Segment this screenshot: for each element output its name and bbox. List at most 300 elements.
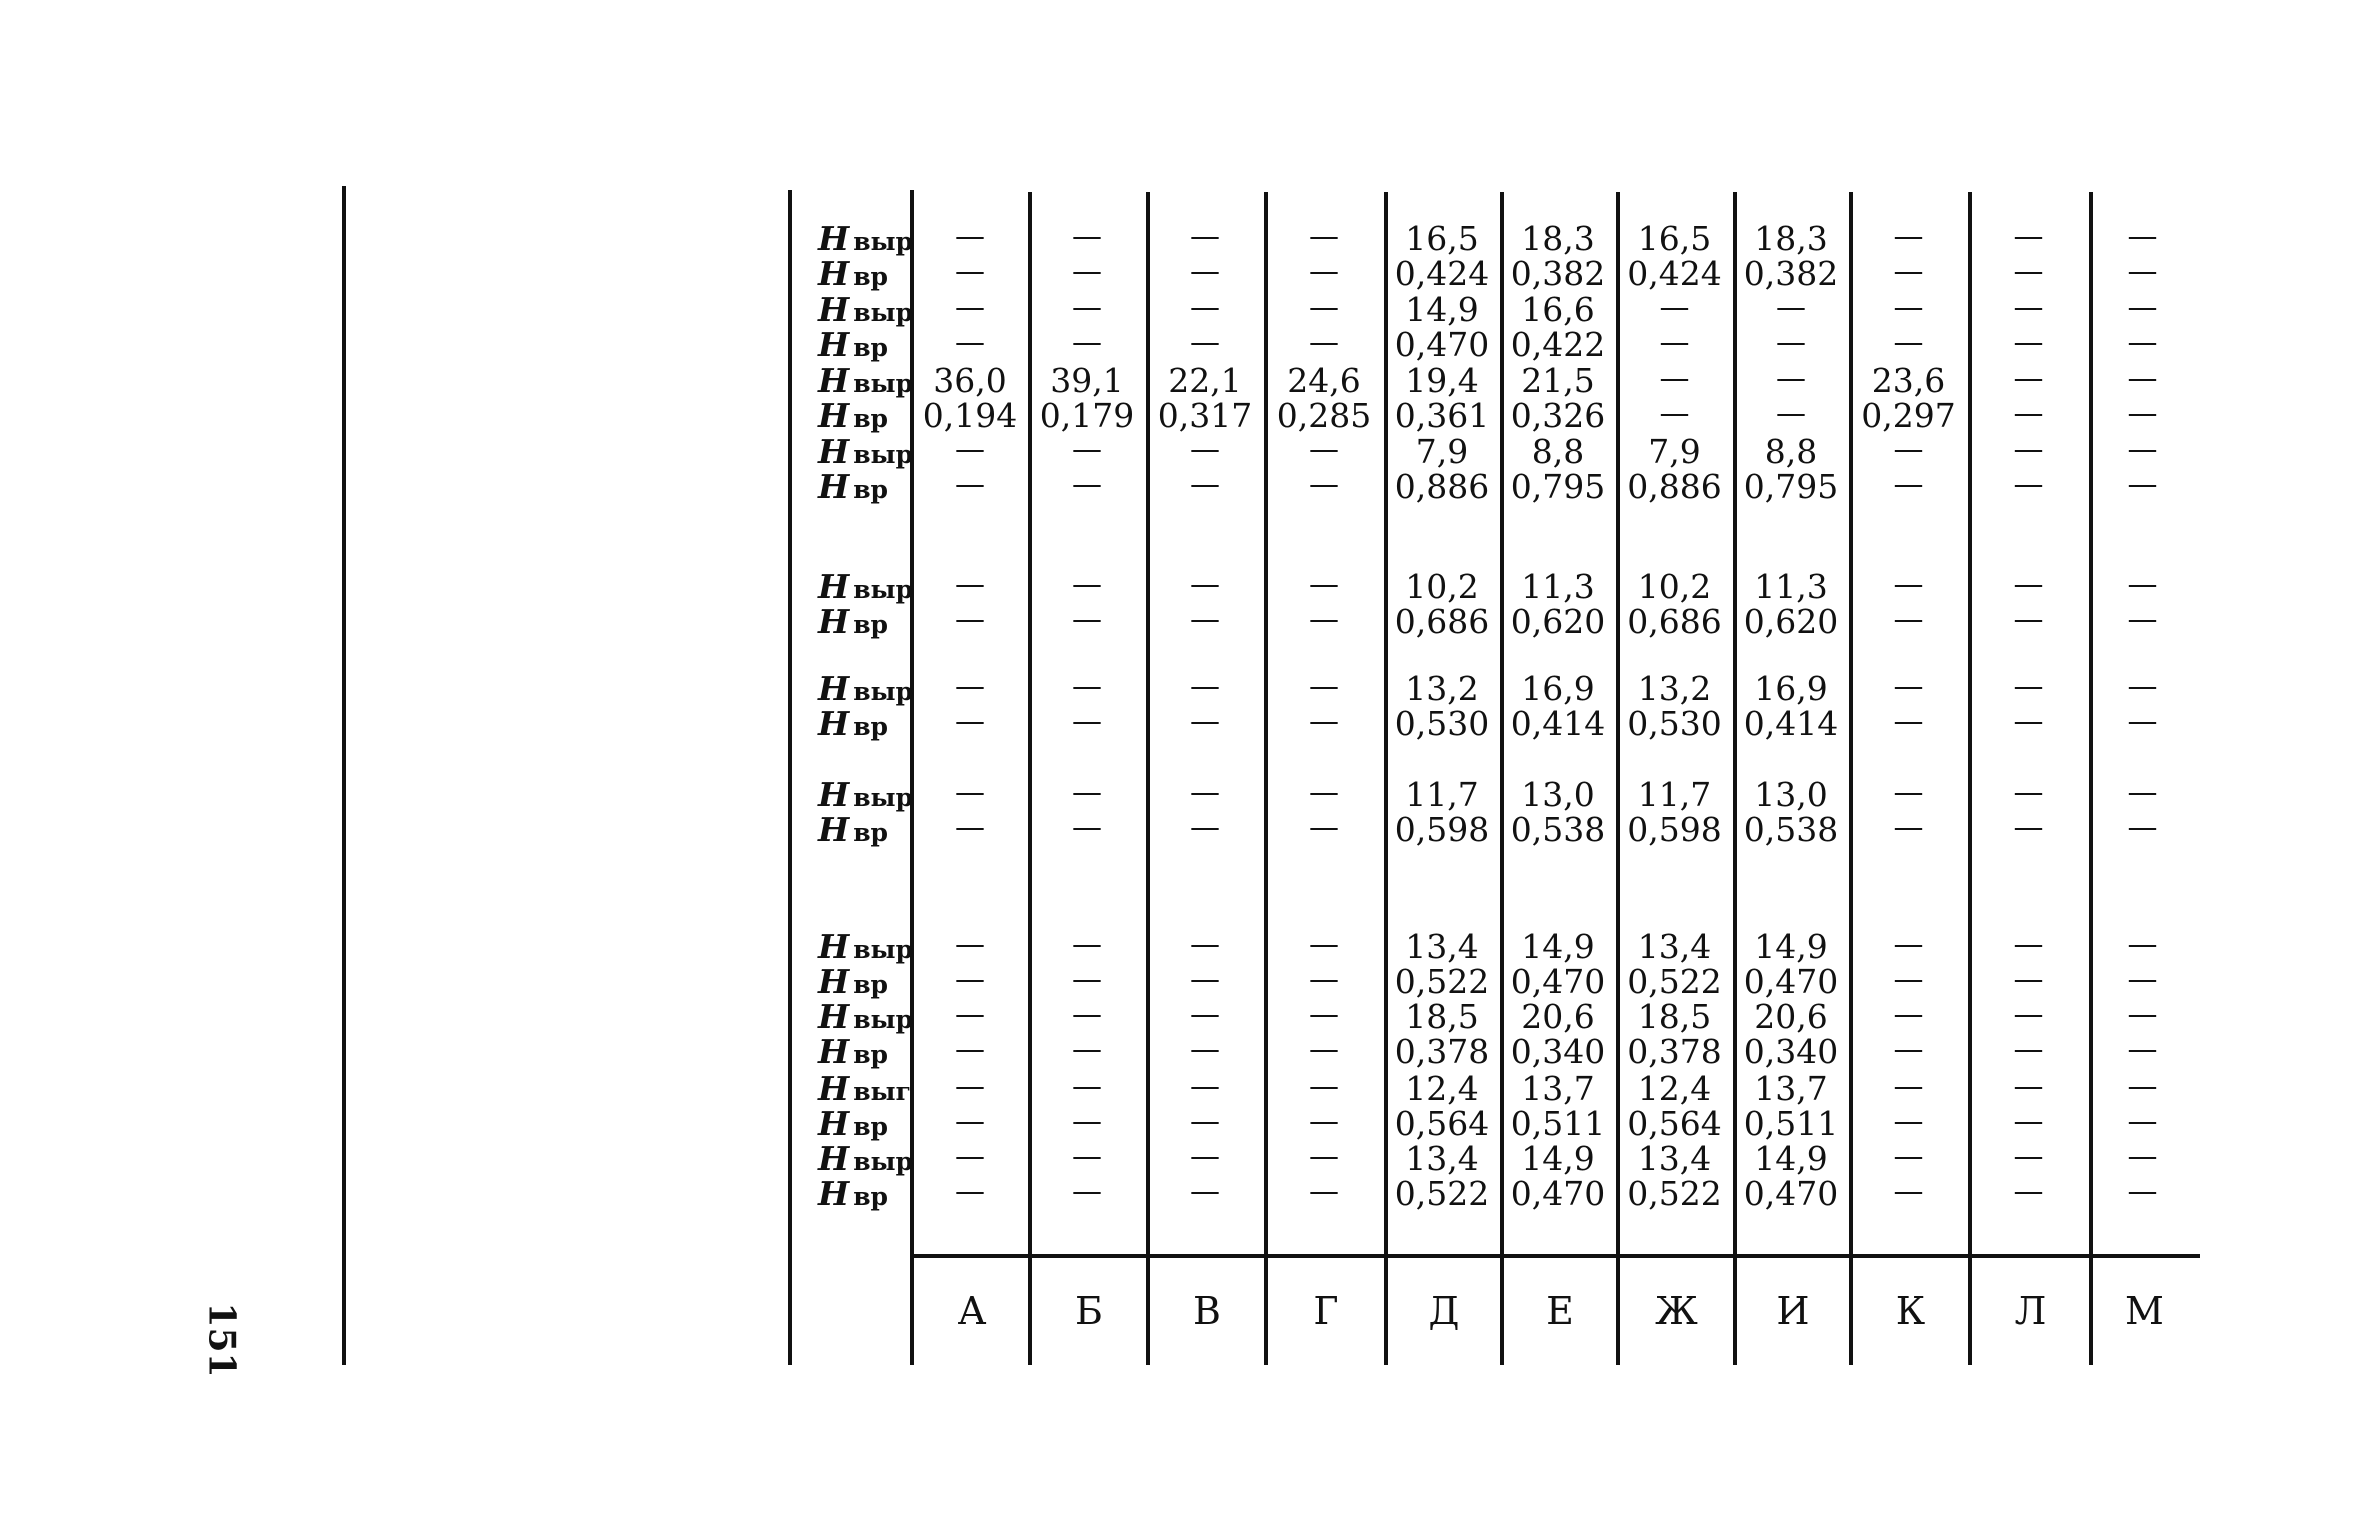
cell-vr: —: [2013, 1104, 2044, 1139]
cell-vyr: —: [1776, 290, 1806, 325]
cell-vyr: —: [1072, 927, 1102, 962]
cell-vyr: 8,8: [1531, 432, 1585, 471]
column-header: Л: [2014, 1289, 2047, 1333]
cell-vyr: 12,4: [1405, 1069, 1479, 1108]
cell-vr: —: [1309, 1174, 1339, 1209]
label-sub-vr: вр: [853, 1040, 889, 1069]
cell-vr: —: [1072, 962, 1102, 997]
label-h-vr: [818, 254, 889, 293]
label-sub-vyr: выр: [853, 783, 914, 812]
cell-vr: —: [1659, 325, 1690, 360]
cell-vr: 0,620: [1743, 602, 1839, 641]
cell-vyr: 10,2: [1405, 567, 1479, 606]
label-h-vyr: [818, 219, 914, 258]
cell-vr: 0,382: [1510, 254, 1606, 293]
cell-vyr: —: [1072, 669, 1102, 704]
cell-vr: 0,530: [1394, 704, 1490, 743]
cell-vyr: —: [1190, 432, 1220, 467]
cell-vyr: 18,3: [1521, 219, 1595, 258]
cell-vyr: 16,5: [1405, 219, 1479, 258]
label-h: H: [818, 567, 850, 606]
cell-vyr: 8,8: [1764, 432, 1818, 471]
cell-vyr: 13,2: [1405, 669, 1479, 708]
cell-vr: —: [1072, 467, 1102, 502]
cell-vyr: —: [1190, 775, 1220, 810]
cell-vr: —: [2127, 1032, 2158, 1067]
cell-vyr: —: [2013, 1139, 2044, 1174]
cell-vyr: 11,7: [1405, 775, 1479, 814]
cell-vyr: —: [955, 1069, 985, 1104]
cell-vyr: —: [2013, 927, 2044, 962]
cell-vyr: —: [1893, 432, 1924, 467]
cell-vyr: —: [1776, 361, 1806, 396]
cell-vyr: —: [1072, 219, 1102, 254]
cell-vr: —: [1190, 704, 1220, 739]
label-sub-vr: вр: [853, 712, 889, 741]
cell-vr: 0,686: [1394, 602, 1490, 641]
cell-vr: —: [1072, 254, 1102, 289]
cell-vyr: —: [1072, 290, 1102, 325]
cell-vr: 0,378: [1394, 1032, 1490, 1071]
label-h-vyr: [818, 1139, 914, 1178]
cell-vyr: —: [1190, 290, 1220, 325]
cell-vyr: —: [1659, 361, 1690, 396]
cell-vr: —: [1190, 325, 1220, 360]
cell-vr: —: [1893, 254, 1924, 289]
cell-vr: 0,317: [1157, 396, 1253, 435]
cell-vyr: —: [1309, 432, 1339, 467]
label-h: H: [818, 1032, 850, 1071]
cell-vyr: —: [1893, 1139, 1924, 1174]
cell-vr: 0,620: [1510, 602, 1606, 641]
cell-vr: —: [2127, 396, 2158, 431]
label-h-vyr: [818, 775, 914, 814]
cell-vyr: 10,2: [1637, 567, 1712, 606]
cell-vr: 0,564: [1627, 1104, 1722, 1143]
cell-vyr: —: [1893, 219, 1924, 254]
cell-vr: —: [2127, 962, 2158, 997]
cell-vr: —: [1893, 1032, 1924, 1067]
cell-vr: 0,424: [1627, 254, 1722, 293]
cell-vyr: —: [955, 567, 985, 602]
cell-vr: —: [955, 325, 985, 360]
cell-vyr: 13,0: [1754, 775, 1828, 814]
cell-vyr: —: [1893, 1069, 1924, 1104]
label-h: H: [818, 775, 850, 814]
cell-vyr: —: [1893, 927, 1924, 962]
label-sub-vyr: выр: [853, 440, 914, 469]
cell-vr: 0,886: [1627, 467, 1722, 506]
label-h-vr: [818, 396, 889, 435]
cell-vyr: —: [955, 1139, 985, 1174]
label-sub-vyr: выр: [853, 575, 914, 604]
cell-vyr: —: [955, 669, 985, 704]
cell-vyr: —: [1309, 669, 1339, 704]
cell-vr: —: [2127, 254, 2158, 289]
cell-vr: 0,340: [1510, 1032, 1606, 1071]
cell-vyr: —: [955, 997, 985, 1032]
label-h-vr: [818, 467, 889, 506]
cell-vr: —: [1309, 254, 1339, 289]
cell-vyr: —: [1072, 567, 1102, 602]
cell-vyr: —: [1309, 219, 1339, 254]
cell-vyr: —: [2127, 219, 2158, 254]
rule-left: [342, 186, 346, 1365]
cell-vr: 0,522: [1627, 1174, 1722, 1213]
cell-vr: —: [2127, 1174, 2158, 1209]
cell-vr: —: [1309, 325, 1339, 360]
cell-vr: 0,470: [1510, 962, 1606, 1001]
cell-vr: —: [1893, 810, 1924, 845]
cell-vr: —: [955, 1174, 985, 1209]
label-h-vr: [818, 602, 889, 641]
cell-vr: —: [1072, 602, 1102, 637]
cell-vr: —: [1072, 704, 1102, 739]
cell-vr: —: [2013, 704, 2044, 739]
cell-vr: 0,422: [1510, 325, 1606, 364]
label-h: H: [818, 219, 850, 258]
label-h: H: [818, 361, 850, 400]
cell-vyr: —: [2127, 669, 2158, 704]
cell-vyr: 7,9: [1648, 432, 1701, 471]
cell-vyr: 18,5: [1405, 997, 1479, 1036]
label-h-vr: [818, 810, 889, 849]
cell-vyr: —: [955, 927, 985, 962]
cell-vyr: 19,4: [1405, 361, 1479, 400]
label-h-vr: [818, 704, 889, 743]
cell-vr: 0,470: [1510, 1174, 1606, 1213]
label-h: H: [818, 1069, 850, 1108]
label-h-vyr: [818, 567, 914, 606]
label-h-vr: [818, 962, 889, 1001]
column-header: Ж: [1655, 1289, 1698, 1333]
cell-vyr: —: [1893, 669, 1924, 704]
label-h-vyr: [818, 361, 914, 400]
label-h-vr: [818, 1032, 889, 1071]
cell-vr: 0,538: [1743, 810, 1839, 849]
label-h: H: [818, 602, 850, 641]
cell-vr: —: [2127, 467, 2158, 502]
cell-vr: —: [1309, 704, 1339, 739]
cell-vr: 0,564: [1394, 1104, 1490, 1143]
cell-vyr: —: [2127, 1069, 2158, 1104]
cell-vr: —: [2013, 602, 2044, 637]
cell-vr: —: [1190, 254, 1220, 289]
cell-vr: 0,424: [1394, 254, 1490, 293]
cell-vyr: —: [2127, 432, 2158, 467]
label-h: H: [818, 432, 850, 471]
cell-vr: —: [1893, 1174, 1924, 1209]
cell-vyr: —: [955, 432, 985, 467]
cell-vyr: —: [1893, 775, 1924, 810]
label-h: H: [818, 997, 850, 1036]
cell-vr: 0,522: [1394, 962, 1490, 1001]
cell-vyr: 14,9: [1754, 1139, 1828, 1178]
label-h-vr: [818, 1174, 889, 1213]
cell-vr: —: [2013, 810, 2044, 845]
cell-vr: 0,378: [1627, 1032, 1722, 1071]
label-sub-vyr: выр: [853, 369, 914, 398]
cell-vyr: —: [1190, 567, 1220, 602]
cell-vyr: —: [2013, 219, 2044, 254]
cell-vr: —: [2013, 325, 2044, 360]
label-h: H: [818, 962, 850, 1001]
cell-vyr: —: [2013, 432, 2044, 467]
cell-vr: —: [1893, 602, 1924, 637]
label-h-vr: [818, 1104, 889, 1143]
cell-vr: —: [1072, 325, 1102, 360]
cell-vyr: —: [1190, 997, 1220, 1032]
cell-vr: 0,194: [922, 396, 1018, 435]
cell-vr: —: [1190, 962, 1220, 997]
cell-vr: —: [2013, 1174, 2044, 1209]
label-h-vyr: [818, 997, 914, 1036]
cell-vyr: —: [1893, 290, 1924, 325]
cell-vr: —: [2013, 962, 2044, 997]
cell-vr: 0,340: [1743, 1032, 1839, 1071]
label-h: H: [818, 1104, 850, 1143]
cell-vr: —: [1190, 1174, 1220, 1209]
label-h: H: [818, 669, 850, 708]
column-header: Б: [1075, 1289, 1103, 1333]
cell-vr: —: [1190, 1104, 1220, 1139]
cell-vr: 0,179: [1039, 396, 1135, 435]
cell-vyr: —: [2127, 1139, 2158, 1174]
cell-vr: 0,522: [1627, 962, 1722, 1001]
cell-vr: —: [2013, 467, 2044, 502]
cell-vr: 0,598: [1627, 810, 1722, 849]
cell-vyr: —: [2127, 927, 2158, 962]
cell-vyr: —: [1072, 1069, 1102, 1104]
cell-vyr: —: [2013, 361, 2044, 396]
cell-vr: —: [2013, 1032, 2044, 1067]
cell-vr: —: [1072, 810, 1102, 845]
cell-vyr: 13,2: [1637, 669, 1712, 708]
cell-vyr: —: [2127, 290, 2158, 325]
cell-vr: —: [955, 254, 985, 289]
cell-vr: 0,795: [1510, 467, 1606, 506]
column-header: К: [1895, 1289, 1926, 1333]
cell-vr: —: [955, 962, 985, 997]
cell-vyr: 39,1: [1050, 361, 1124, 400]
cell-vr: —: [1190, 602, 1220, 637]
cell-vyr: —: [1309, 775, 1339, 810]
label-sub-vyr: выр: [853, 1005, 914, 1034]
cell-vr: —: [2127, 325, 2158, 360]
label-sub-vyr: выр: [853, 935, 914, 964]
cell-vyr: —: [1309, 997, 1339, 1032]
cell-vr: —: [955, 1032, 985, 1067]
cell-vyr: —: [1309, 1069, 1339, 1104]
cell-vr: —: [1893, 704, 1924, 739]
cell-vr: 0,511: [1510, 1104, 1606, 1143]
cell-vyr: —: [2013, 775, 2044, 810]
label-h: H: [818, 325, 850, 364]
column-header: В: [1193, 1289, 1221, 1333]
label-sub-vyr: выр: [853, 298, 914, 327]
cell-vr: —: [1309, 602, 1339, 637]
label-sub-vr: вр: [853, 818, 889, 847]
cell-vyr: —: [955, 290, 985, 325]
cell-vyr: 20,6: [1521, 997, 1595, 1036]
cell-vr: —: [1893, 467, 1924, 502]
cell-vr: —: [1659, 396, 1690, 431]
column-header: Е: [1546, 1289, 1574, 1333]
cell-vr: —: [1309, 1104, 1339, 1139]
cell-vyr: —: [1309, 290, 1339, 325]
cell-vr: —: [1190, 467, 1220, 502]
cell-vr: —: [1190, 1032, 1220, 1067]
cell-vyr: —: [1190, 927, 1220, 962]
label-sub-vyr: выр: [853, 1147, 914, 1176]
cell-vr: —: [1072, 1104, 1102, 1139]
label-sub-vyr: выр: [853, 227, 914, 256]
label-h: H: [818, 290, 850, 329]
label-h: H: [818, 1174, 850, 1213]
cell-vyr: —: [1072, 997, 1102, 1032]
cell-vyr: 16,9: [1754, 669, 1828, 708]
label-h: H: [818, 254, 850, 293]
cell-vyr: 14,9: [1405, 290, 1479, 329]
cell-vyr: 14,9: [1754, 927, 1828, 966]
cell-vr: —: [2127, 602, 2158, 637]
cell-vr: —: [955, 810, 985, 845]
rule-name-right: [788, 190, 792, 1365]
cell-vr: 0,886: [1394, 467, 1490, 506]
cell-vyr: —: [2013, 997, 2044, 1032]
cell-vr: —: [1776, 396, 1806, 431]
cell-vr: 0,538: [1510, 810, 1606, 849]
cell-vyr: 13,4: [1405, 1139, 1479, 1178]
cell-vyr: 18,5: [1637, 997, 1712, 1036]
cell-vr: 0,361: [1394, 396, 1490, 435]
rule-column-header-top: [910, 1254, 2200, 1258]
cell-vr: —: [1893, 325, 1924, 360]
cell-vyr: —: [2127, 775, 2158, 810]
cell-vr: —: [955, 704, 985, 739]
label-sub-vr: вр: [853, 610, 889, 639]
column-header: Д: [1428, 1289, 1460, 1333]
cell-vr: —: [1893, 1104, 1924, 1139]
cell-vyr: —: [1190, 669, 1220, 704]
cell-vyr: 21,5: [1521, 361, 1595, 400]
cell-vyr: 11,3: [1754, 567, 1828, 606]
column-header: А: [957, 1289, 987, 1333]
cell-vyr: —: [1072, 432, 1102, 467]
label-sub-vr: вр: [853, 970, 889, 999]
cell-vr: 0,297: [1861, 396, 1956, 435]
cell-vyr: —: [1190, 219, 1220, 254]
cell-vr: —: [955, 1104, 985, 1139]
cell-vr: 0,326: [1510, 396, 1606, 435]
cell-vyr: —: [1190, 1139, 1220, 1174]
cell-vyr: 16,6: [1521, 290, 1595, 329]
label-h-vyr: [818, 290, 914, 329]
label-sub-vyr: выр: [853, 677, 914, 706]
label-h: H: [818, 810, 850, 849]
cell-vr: 0,795: [1743, 467, 1839, 506]
label-h-vr: [818, 325, 889, 364]
cell-vyr: —: [2013, 669, 2044, 704]
cell-vr: —: [1309, 467, 1339, 502]
cell-vyr: —: [1309, 567, 1339, 602]
cell-vr: —: [2013, 396, 2044, 431]
cell-vr: 0,470: [1394, 325, 1490, 364]
column-header: И: [1776, 1289, 1810, 1333]
cell-vr: —: [1072, 1032, 1102, 1067]
cell-vr: —: [2127, 1104, 2158, 1139]
cell-vr: 0,598: [1394, 810, 1490, 849]
label-h: H: [818, 396, 850, 435]
cell-vyr: 36,0: [933, 361, 1007, 400]
cell-vr: —: [1776, 325, 1806, 360]
cell-vyr: —: [2013, 1069, 2044, 1104]
label-sub-vr: вр: [853, 1112, 889, 1141]
cell-vr: 0,530: [1627, 704, 1722, 743]
cell-vr: 0,414: [1743, 704, 1839, 743]
cell-vr: 0,686: [1627, 602, 1722, 641]
cell-vyr: 13,4: [1405, 927, 1479, 966]
label-sub-vr: вр: [853, 404, 889, 433]
cell-vyr: 16,9: [1521, 669, 1595, 708]
label-sub-vr: вр: [853, 333, 889, 362]
cell-vyr: —: [1893, 997, 1924, 1032]
cell-vr: 0,382: [1743, 254, 1839, 293]
cell-vyr: 20,6: [1754, 997, 1828, 1036]
cell-vyr: —: [955, 775, 985, 810]
cell-vyr: —: [1072, 775, 1102, 810]
cell-vr: —: [2127, 810, 2158, 845]
cell-vyr: 12,4: [1637, 1069, 1712, 1108]
page-number: 151: [200, 1302, 243, 1378]
cell-vr: 0,285: [1276, 396, 1372, 435]
cell-vr: —: [2127, 704, 2158, 739]
cell-vyr: —: [955, 219, 985, 254]
cell-vyr: 23,6: [1871, 361, 1946, 400]
cell-vyr: 14,9: [1521, 927, 1595, 966]
cell-vr: —: [1309, 1032, 1339, 1067]
cell-vyr: 22,1: [1168, 361, 1242, 400]
label-h-vyr: [818, 432, 914, 471]
cell-vr: 0,522: [1394, 1174, 1490, 1213]
cell-vr: —: [1309, 962, 1339, 997]
column-header: Г: [1313, 1289, 1339, 1333]
cell-vyr: —: [1309, 1139, 1339, 1174]
cell-vyr: 13,0: [1521, 775, 1595, 814]
cell-vr: 0,470: [1743, 1174, 1839, 1213]
cell-vyr: —: [1072, 1139, 1102, 1174]
cell-vyr: —: [1659, 290, 1690, 325]
label-sub-vr: вр: [853, 1182, 889, 1211]
cell-vr: 0,470: [1743, 962, 1839, 1001]
cell-vyr: —: [2127, 361, 2158, 396]
cell-vr: —: [1072, 1174, 1102, 1209]
cell-vyr: —: [2013, 290, 2044, 325]
cell-vyr: 18,3: [1754, 219, 1828, 258]
cell-vyr: —: [2127, 997, 2158, 1032]
cell-vyr: 16,5: [1637, 219, 1712, 258]
label-sub-vyr: выг: [853, 1077, 911, 1106]
label-sub-vr: вр: [853, 475, 889, 504]
label-h-vyr: [818, 927, 914, 966]
cell-vyr: 13,4: [1637, 1139, 1712, 1178]
label-h: H: [818, 704, 850, 743]
cell-vyr: 13,7: [1754, 1069, 1828, 1108]
cell-vyr: —: [2013, 567, 2044, 602]
cell-vr: 0,414: [1510, 704, 1606, 743]
cell-vr: —: [955, 467, 985, 502]
cell-vyr: 13,7: [1521, 1069, 1595, 1108]
